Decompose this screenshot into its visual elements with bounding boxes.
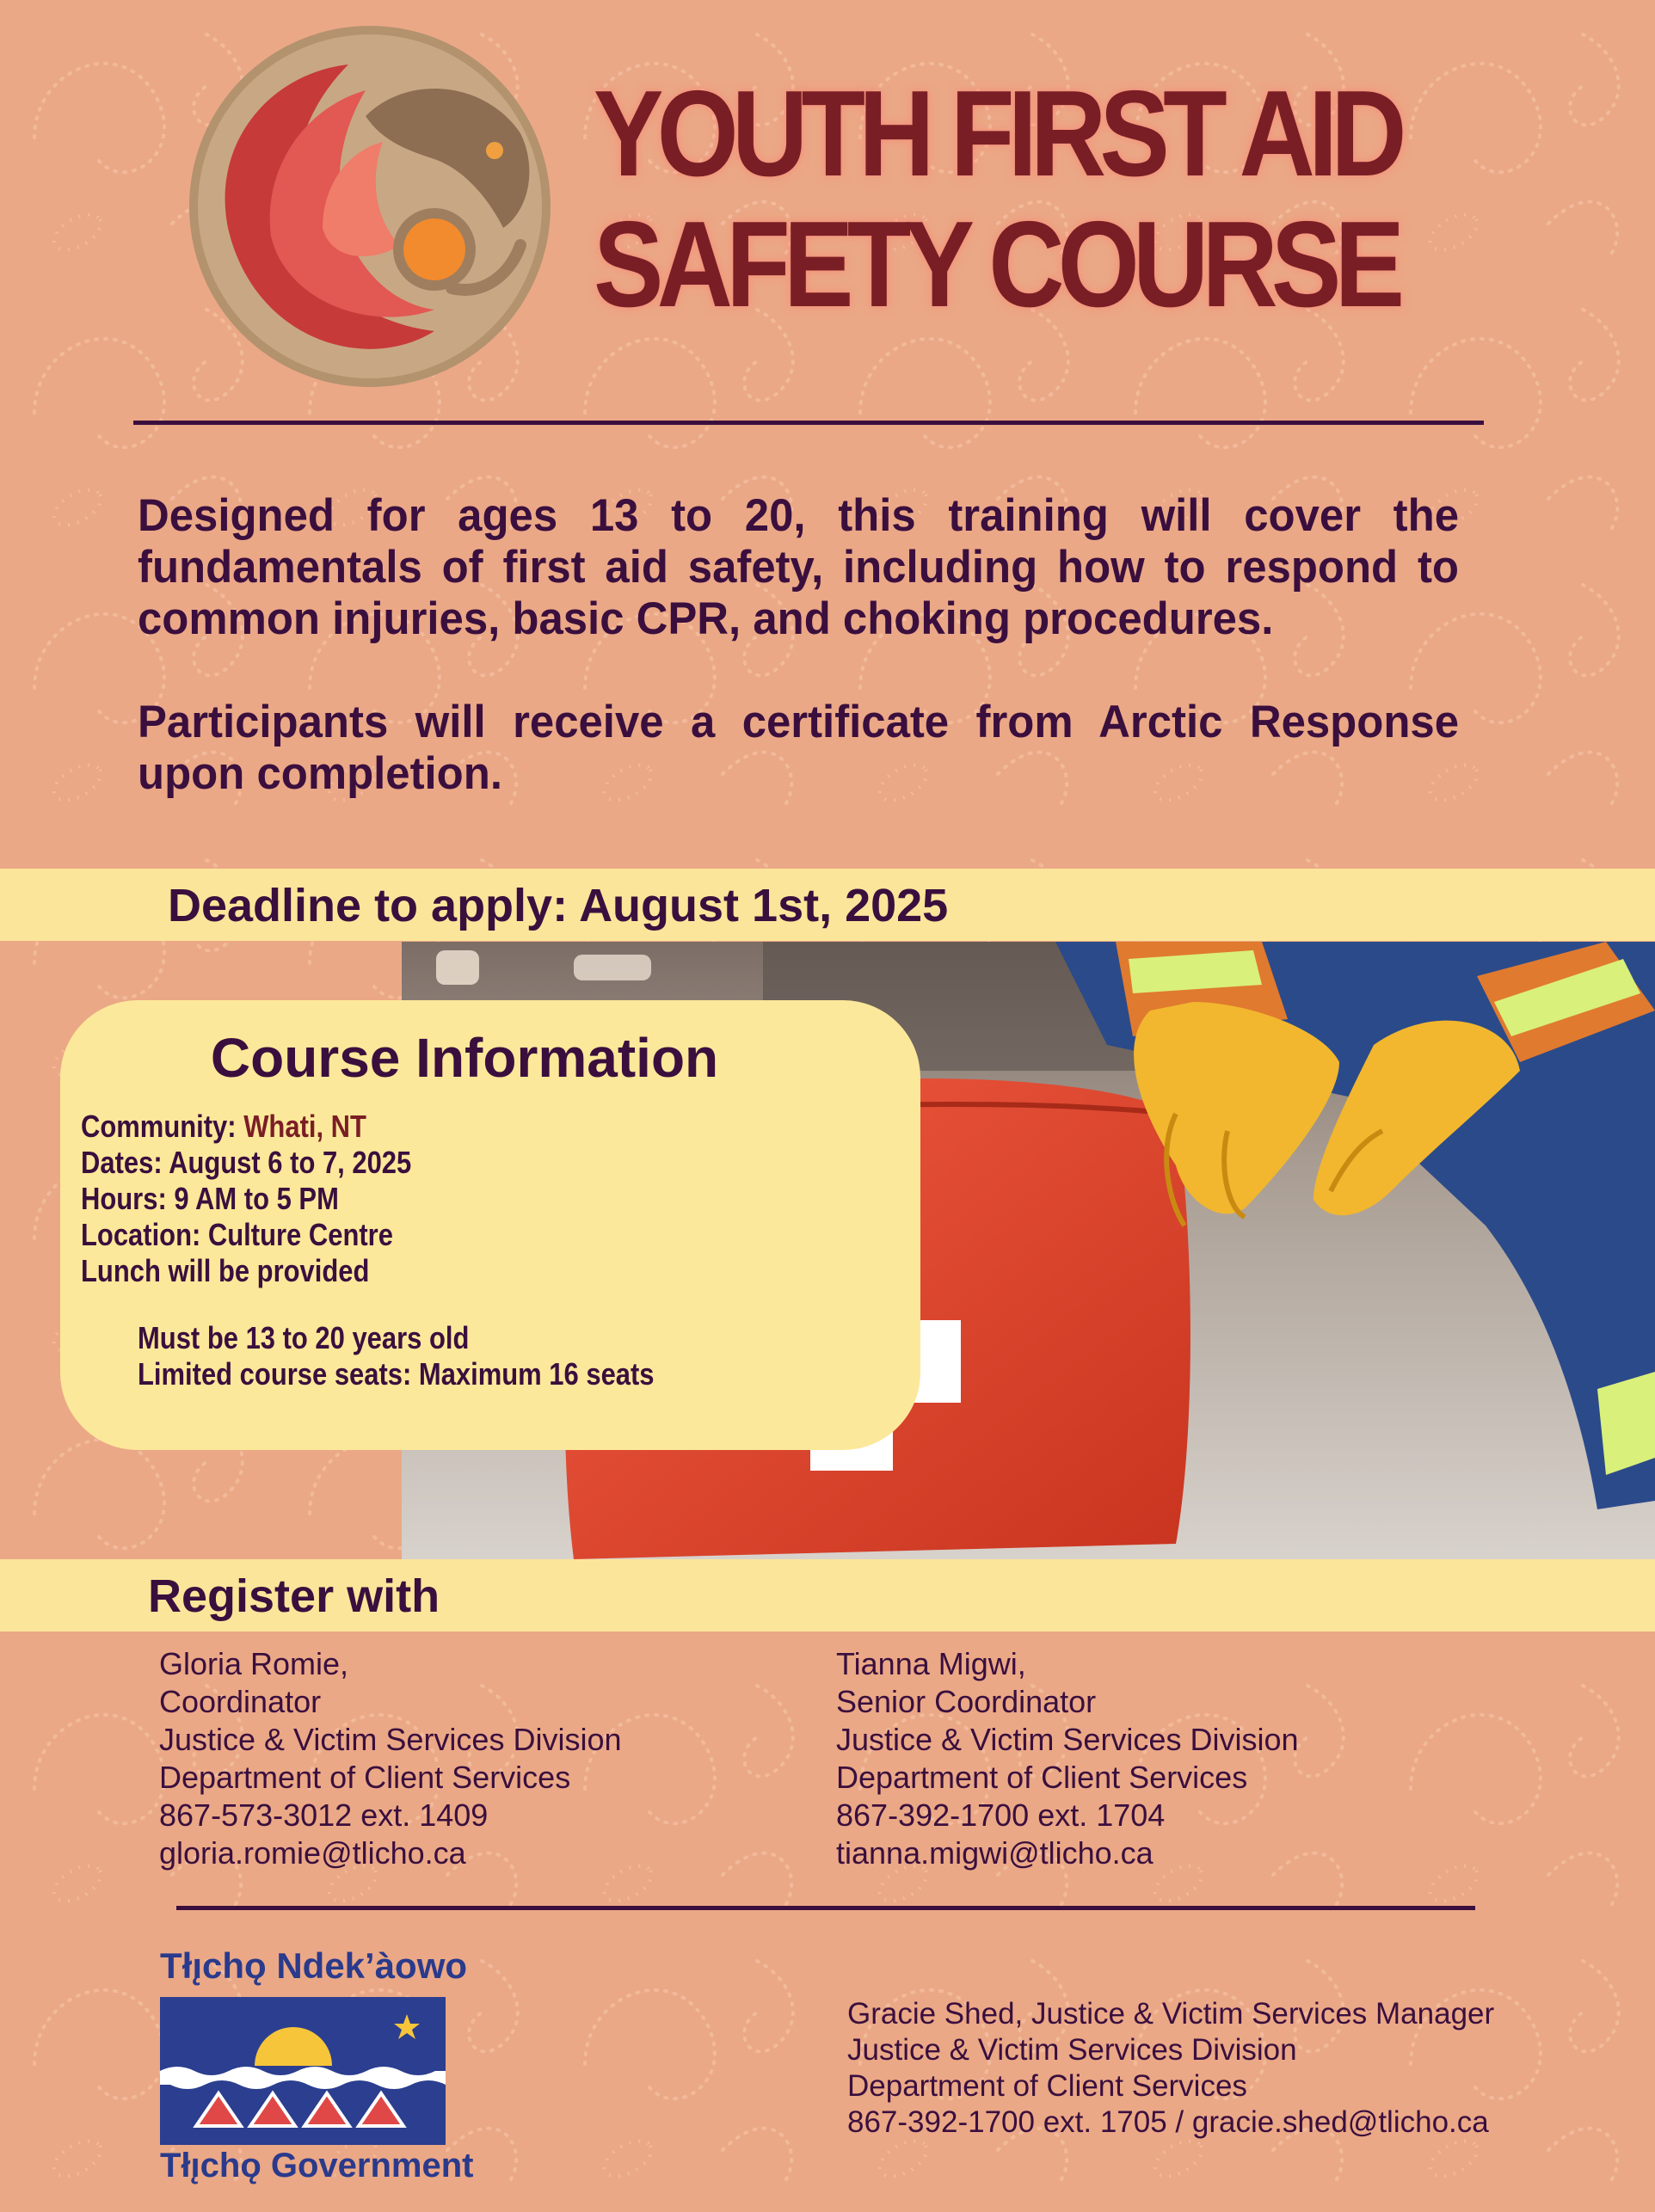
contact-gloria	[159, 1645, 622, 1872]
community-value: Whati, NT	[243, 1109, 366, 1144]
community-label: Community:	[81, 1109, 237, 1144]
contact-division: Justice & Victim Services Division	[836, 1722, 1299, 1757]
location-line: Location: Culture Centre	[81, 1217, 393, 1252]
dates-line: Dates: August 6 to 7, 2025	[81, 1145, 412, 1180]
contact-name: Gloria Romie,	[159, 1646, 349, 1681]
course-info-details	[81, 1109, 411, 1289]
contact-email[interactable]: tianna.migwi@tlicho.ca	[836, 1835, 1154, 1871]
age-requirement: Must be 13 to 20 years old	[138, 1320, 470, 1355]
lunch-line: Lunch will be provided	[81, 1253, 370, 1288]
contact-division: Justice & Victim Services Division	[159, 1722, 622, 1757]
title-line-2: SAFETY COURSE	[594, 196, 1399, 333]
header-divider	[133, 421, 1484, 425]
manager-line-3: Department of Client Services	[847, 2069, 1247, 2103]
contact-title: Senior Coordinator	[836, 1684, 1097, 1719]
contact-tianna	[836, 1645, 1299, 1872]
contact-phone[interactable]: 867-573-3012 ext. 1409	[159, 1797, 489, 1833]
manager-line-2: Justice & Victim Services Division	[847, 2033, 1297, 2067]
course-title	[594, 65, 1481, 333]
course-info-card	[60, 1000, 920, 1450]
contact-department: Department of Client Services	[836, 1760, 1248, 1795]
manager-line-1: Gracie Shed, Justice & Victim Services Manager	[847, 1997, 1495, 2031]
tlicho-ndekaowo-text: Tłı̨chǫ Ndek’àowo	[160, 1945, 468, 1986]
course-info-heading: Course Information	[210, 1027, 719, 1089]
deadline-banner	[0, 869, 1655, 941]
description-paragraph-2: Participants will receive a certificate from Arctic Response upon completion.	[138, 697, 1459, 799]
tlicho-government-text: Tłı̨chǫ Government	[160, 2147, 474, 2184]
course-requirements	[138, 1320, 655, 1392]
tlicho-flag-icon	[160, 1997, 446, 2145]
manager-line-4[interactable]: 867-392-1700 ext. 1705 / gracie.shed@tlicho.ca	[847, 2105, 1489, 2139]
community-line	[81, 1109, 411, 1145]
contact-department: Department of Client Services	[159, 1760, 571, 1795]
seats-limit: Limited course seats: Maximum 16 seats	[138, 1356, 655, 1392]
contact-title: Coordinator	[159, 1684, 322, 1719]
register-banner	[0, 1559, 1655, 1631]
marten-emblem-icon	[176, 13, 572, 391]
description-paragraph-1: Designed for ages 13 to 20, this training will cover the fundamentals of first aid safety, including how to respond to common injuries, basic CPR, and choking procedures.	[138, 490, 1459, 644]
contact-name: Tianna Migwi,	[836, 1646, 1026, 1681]
title-line-1: YOUTH FIRST AID	[594, 65, 1400, 202]
deadline-text: Deadline to apply: August 1st, 2025	[168, 880, 949, 931]
manager-contact	[847, 1996, 1494, 2141]
contact-email[interactable]: gloria.romie@tlicho.ca	[159, 1835, 466, 1871]
hours-line: Hours: 9 AM to 5 PM	[81, 1181, 339, 1216]
register-heading: Register with	[148, 1570, 440, 1622]
footer-divider	[176, 1906, 1475, 1910]
course-description	[138, 490, 1459, 851]
contact-phone[interactable]: 867-392-1700 ext. 1704	[836, 1797, 1166, 1833]
